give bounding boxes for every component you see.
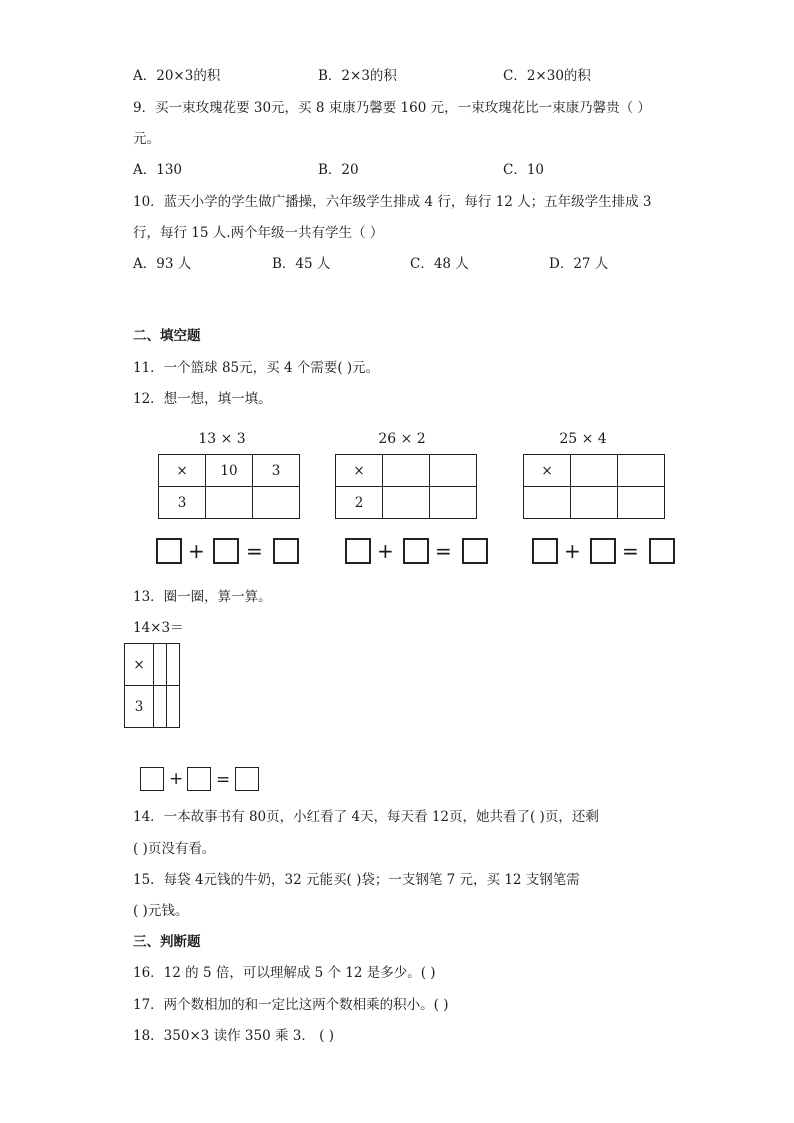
q14-text-line2: ( )页没有看。 bbox=[133, 841, 216, 857]
q13-table-cell[interactable] bbox=[154, 686, 167, 728]
q12-table2-cell: × bbox=[336, 455, 383, 487]
q12-text: 12．想一想，填一填。 bbox=[133, 391, 272, 407]
q10-text-line1: 10．蓝天小学的学生做广播操，六年级学生排成 4 行，每行 12 人；五年级学生排成 3 bbox=[133, 194, 652, 210]
q15-text-line1: 15．每袋 4元钱的牛奶，32 元能买( )袋；一支钢笔 7 元，买 12 支钢笔需 bbox=[133, 872, 580, 888]
plus-sign: + bbox=[377, 539, 394, 563]
q12-table1-cell[interactable] bbox=[253, 487, 300, 519]
q12-table2 bbox=[335, 454, 477, 519]
q12-table3-cell[interactable] bbox=[618, 455, 665, 487]
plus-sign: + bbox=[188, 539, 205, 563]
equals-sign: = bbox=[622, 539, 639, 563]
q14-text-line1: 14．一本故事书有 80页，小红看了 4天，每天看 12页，她共看了( )页，还剩 bbox=[133, 809, 599, 825]
q12-table2-title: 26 × 2 bbox=[378, 431, 426, 447]
q10-option-b: B．45 人 bbox=[272, 256, 331, 272]
answer-box[interactable] bbox=[273, 538, 299, 564]
q12-table1 bbox=[158, 454, 300, 519]
q13-expression: 14×3＝ bbox=[133, 620, 184, 636]
plus-sign: + bbox=[564, 539, 581, 563]
answer-box[interactable] bbox=[403, 538, 429, 564]
answer-box[interactable] bbox=[235, 767, 259, 791]
q9-text-line1: 9．买一束玫瑰花要 30元，买 8 束康乃馨要 160 元，一束玫瑰花比一束康乃馨贵（ ） bbox=[133, 100, 651, 116]
answer-box[interactable] bbox=[532, 538, 558, 564]
section-title-true-false: 三、判断题 bbox=[133, 934, 201, 950]
q10-option-c: C．48 人 bbox=[410, 256, 469, 272]
q12-table2-cell: 2 bbox=[336, 487, 383, 519]
q12-table1-cell[interactable] bbox=[206, 487, 253, 519]
q8-option-b: B．2×3的积 bbox=[318, 68, 397, 84]
q9-text-line2: 元。 bbox=[133, 131, 160, 147]
q13-table-cell: 3 bbox=[125, 686, 154, 728]
q12-table1-cell: 3 bbox=[159, 487, 206, 519]
q12-table2-cell[interactable] bbox=[383, 487, 430, 519]
q10-option-d: D．27 人 bbox=[549, 256, 609, 272]
q13-table-cell[interactable] bbox=[154, 644, 167, 686]
q13-text: 13．圈一圈，算一算。 bbox=[133, 589, 272, 605]
q13-table bbox=[124, 643, 180, 728]
q10-option-a: A．93 人 bbox=[133, 256, 192, 272]
q13-table-cell[interactable] bbox=[167, 686, 180, 728]
q12-table1-cell[interactable]: 10 bbox=[206, 455, 253, 487]
q12-table1-cell[interactable]: 3 bbox=[253, 455, 300, 487]
answer-box[interactable] bbox=[140, 767, 164, 791]
q9-option-a: A．130 bbox=[133, 162, 183, 178]
q13-table-cell[interactable] bbox=[167, 644, 180, 686]
q12-table3-cell[interactable] bbox=[524, 487, 571, 519]
answer-box[interactable] bbox=[156, 538, 182, 564]
q16-text: 16．12 的 5 倍，可以理解成 5 个 12 是多少。( ) bbox=[133, 965, 436, 981]
q12-table3 bbox=[523, 454, 665, 519]
q12-table3-cell[interactable] bbox=[571, 487, 618, 519]
answer-box[interactable] bbox=[345, 538, 371, 564]
q12-table3-cell[interactable] bbox=[571, 455, 618, 487]
q11-text: 11．一个篮球 85元，买 4 个需要( )元。 bbox=[133, 360, 380, 376]
answer-box[interactable] bbox=[213, 538, 239, 564]
q12-table3-cell[interactable] bbox=[618, 487, 665, 519]
plus-sign: + bbox=[169, 769, 184, 789]
q12-table1-title: 13 × 3 bbox=[198, 431, 246, 447]
q13-table-cell: × bbox=[125, 644, 154, 686]
q8-option-c: C．2×30的积 bbox=[503, 68, 591, 84]
equals-sign: = bbox=[246, 539, 263, 563]
equals-sign: = bbox=[216, 770, 231, 790]
q12-table3-title: 25 × 4 bbox=[559, 431, 607, 447]
q8-option-a: A．20×3的积 bbox=[133, 68, 221, 84]
q9-option-b: B．20 bbox=[318, 162, 359, 178]
answer-box[interactable] bbox=[462, 538, 488, 564]
q10-text-line2: 行，每行 15 人.两个年级一共有学生（ ） bbox=[133, 225, 384, 241]
q17-text: 17．两个数相加的和一定比这两个数相乘的积小。( ) bbox=[133, 997, 449, 1013]
q12-table1-cell: × bbox=[159, 455, 206, 487]
q12-table2-cell[interactable] bbox=[383, 455, 430, 487]
answer-box[interactable] bbox=[187, 767, 211, 791]
q15-text-line2: ( )元钱。 bbox=[133, 903, 189, 919]
answer-box[interactable] bbox=[649, 538, 675, 564]
answer-box[interactable] bbox=[590, 538, 616, 564]
q12-table3-cell: × bbox=[524, 455, 571, 487]
q18-text: 18．350×3 读作 350 乘 3． ( ) bbox=[133, 1028, 334, 1044]
equals-sign: = bbox=[435, 539, 452, 563]
q12-table2-cell[interactable] bbox=[430, 455, 477, 487]
q9-option-c: C．10 bbox=[503, 162, 545, 178]
section-title-fill-in: 二、填空题 bbox=[133, 328, 201, 344]
q12-table2-cell[interactable] bbox=[430, 487, 477, 519]
